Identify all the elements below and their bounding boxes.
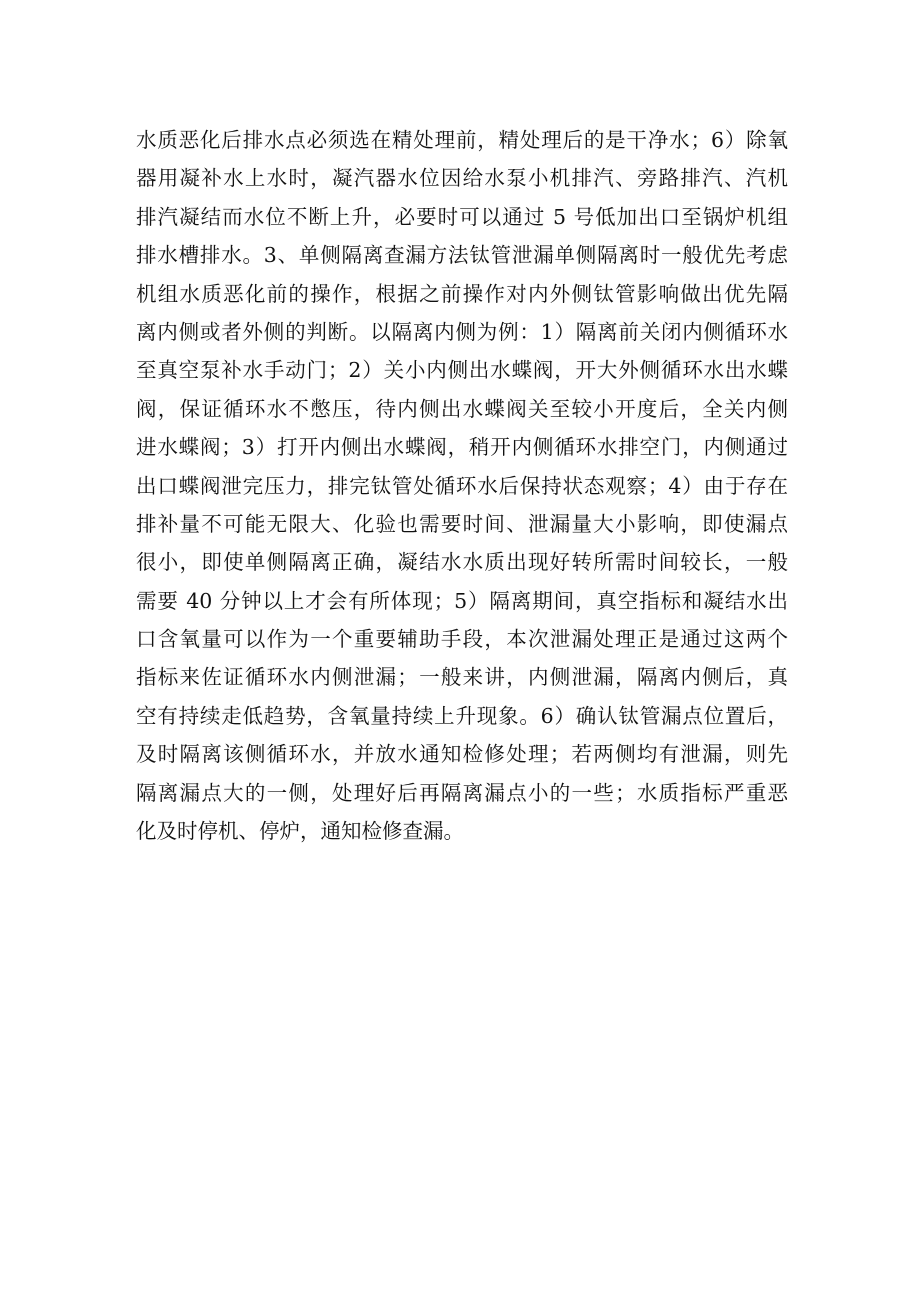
text-line: 需要 40 分钟以上才会有所体现；5）隔离期间，真空指标和凝结水出 [136,588,788,613]
text-line: 口含氧量可以作为一个重要辅助手段，本次泄漏处理正是通过这两个 [136,627,788,652]
text-line: 空有持续走低趋势，含氧量持续上升现象。6）确认钛管漏点位置后， [136,703,788,728]
text-line: 指标来佐证循环水内侧泄漏；一般来讲，内侧泄漏，隔离内侧后，真 [136,665,788,690]
text-line: 隔离漏点大的一侧，处理好后再隔离漏点小的一些；水质指标严重恶 [136,780,788,805]
text-line: 机组水质恶化前的操作，根据之前操作对内外侧钛管影响做出优先隔 [136,281,788,306]
text-line: 出口蝶阀泄完压力，排完钛管处循环水后保持状态观察；4）由于存在 [136,473,788,498]
text-line: 水质恶化后排水点必须选在精处理前，精处理后的是干净水；6）除氧 [136,128,788,152]
text-line: 至真空泵补水手动门；2）关小内侧出水蝶阀，开大外侧循环水出水蝶 [136,358,788,383]
text-line: 很小，即使单侧隔离正确，凝结水水质出现好转所需时间较长，一般 [136,550,788,575]
text-line: 阀，保证循环水不憋压，待内侧出水蝶阀关至较小开度后，全关内侧 [136,396,788,421]
text-line: 排补量不可能无限大、化验也需要时间、泄漏量大小影响，即使漏点 [136,511,788,536]
text-line: 排水槽排水。3、单侧隔离查漏方法钛管泄漏单侧隔离时一般优先考虑 [136,243,788,268]
text-line: 离内侧或者外侧的判断。以隔离内侧为例：1）隔离前关闭内侧循环水 [136,319,788,344]
text-line-last: 化及时停机、停炉，通知检修查漏。 [136,819,464,844]
body-text [136,121,788,850]
text-line: 及时隔离该侧循环水，并放水通知检修处理；若两侧均有泄漏，则先 [136,742,788,767]
text-line: 进水蝶阀；3）打开内侧出水蝶阀，稍开内侧循环水排空门，内侧通过 [136,435,788,460]
text-line: 排汽凝结而水位不断上升，必要时可以通过 5 号低加出口至锅炉机组 [136,204,788,229]
text-line: 器用凝补水上水时，凝汽器水位因给水泵小机排汽、旁路排汽、汽机 [136,166,788,191]
